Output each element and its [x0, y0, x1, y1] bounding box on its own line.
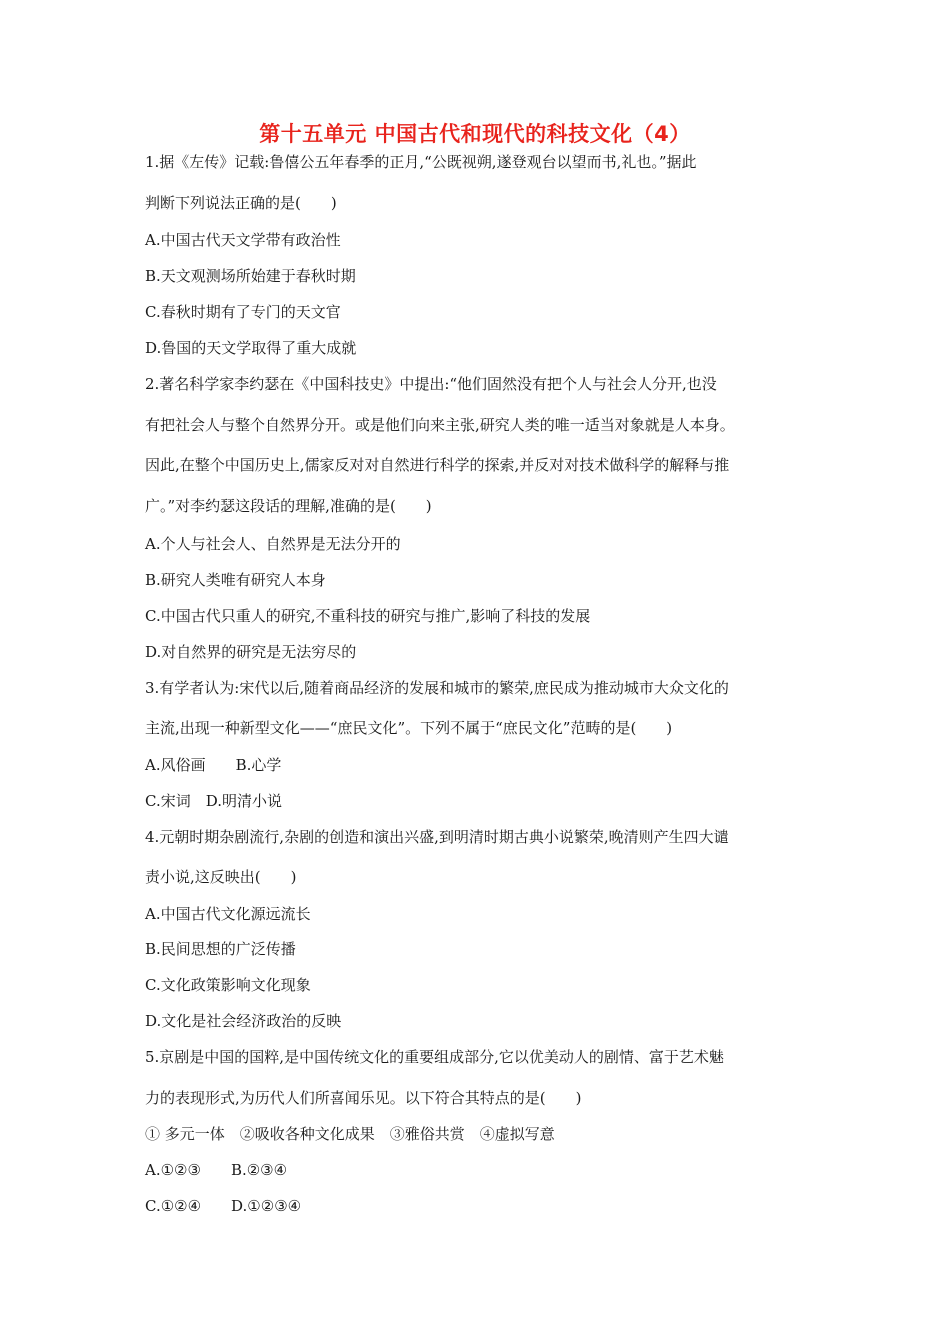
question-2-stem: 2.著名科学家李约瑟在《中国科技史》中提出:“他们固然没有把个人与社会人分开,也没 [145, 375, 717, 393]
question-4-option-c: C.文化政策影响文化现象 [145, 976, 311, 994]
question-4-option-b: B.民间思想的广泛传播 [145, 940, 296, 958]
question-3-stem: 3.有学者认为:宋代以后,随着商品经济的发展和城市的繁荣,庶民成为推动城市大众文化的 [145, 679, 729, 697]
question-2-stem-cont-1: 有把社会人与整个自然界分开。或是他们向来主张,研究人类的唯一适当对象就是人本身。 [145, 416, 735, 434]
question-5-stem-cont: 力的表现形式,为历代人们所喜闻乐见。以下符合其特点的是( ) [145, 1089, 582, 1107]
question-4-stem: 4.元朝时期杂剧流行,杂剧的创造和演出兴盛,到明清时期古典小说繁荣,晚清则产生四大谴 [145, 828, 729, 846]
question-1-option-b: B.天文观测场所始建于春秋时期 [145, 267, 356, 285]
question-1-option-a: A.中国古代天文学带有政治性 [145, 231, 341, 249]
question-5-options-cd: C.①②④ D.①②③④ [145, 1197, 302, 1215]
question-3-options-ab: A.风俗画 B.心学 [145, 756, 282, 774]
question-4-option-a: A.中国古代文化源远流长 [145, 905, 311, 923]
question-4-option-d: D.文化是社会经济政治的反映 [145, 1012, 342, 1030]
question-4-stem-cont: 责小说,这反映出( ) [145, 868, 297, 886]
question-5-stem: 5.京剧是中国的国粹,是中国传统文化的重要组成部分,它以优美动人的剧情、富于艺术魅 [145, 1048, 724, 1066]
question-1-option-d: D.鲁国的天文学取得了重大成就 [145, 339, 357, 357]
question-2-stem-cont-2: 因此,在整个中国历史上,儒家反对对自然进行科学的探索,并反对对技术做科学的解释与推 [145, 456, 730, 474]
question-2-option-c: C.中国古代只重人的研究,不重科技的研究与推广,影响了科技的发展 [145, 607, 591, 625]
question-1-stem-cont: 判断下列说法正确的是( ) [145, 194, 337, 212]
question-3-options-cd: C.宋词 D.明清小说 [145, 792, 282, 810]
question-1-stem: 1.据《左传》记载:鲁僖公五年春季的正月,“公既视朔,遂登观台以望而书,礼也。”据此 [145, 153, 697, 171]
question-2-option-b: B.研究人类唯有研究人本身 [145, 571, 326, 589]
question-5-options-ab: A.①②③ B.②③④ [145, 1161, 288, 1179]
question-5-choices: ① 多元一体 ②吸收各种文化成果 ③雅俗共赏 ④虚拟写意 [145, 1125, 555, 1143]
question-2-option-d: D.对自然界的研究是无法穷尽的 [145, 643, 357, 661]
question-3-stem-cont: 主流,出现一种新型文化——“庶民文化”。下列不属于“庶民文化”范畴的是( ) [145, 719, 673, 737]
question-2-stem-cont-3: 广。”对李约瑟这段话的理解,准确的是( ) [145, 497, 432, 515]
question-2-option-a: A.个人与社会人、自然界是无法分开的 [145, 535, 401, 553]
page-title: 第十五单元 中国古代和现代的科技文化（4） [259, 122, 691, 146]
question-1-option-c: C.春秋时期有了专门的天文官 [145, 303, 341, 321]
